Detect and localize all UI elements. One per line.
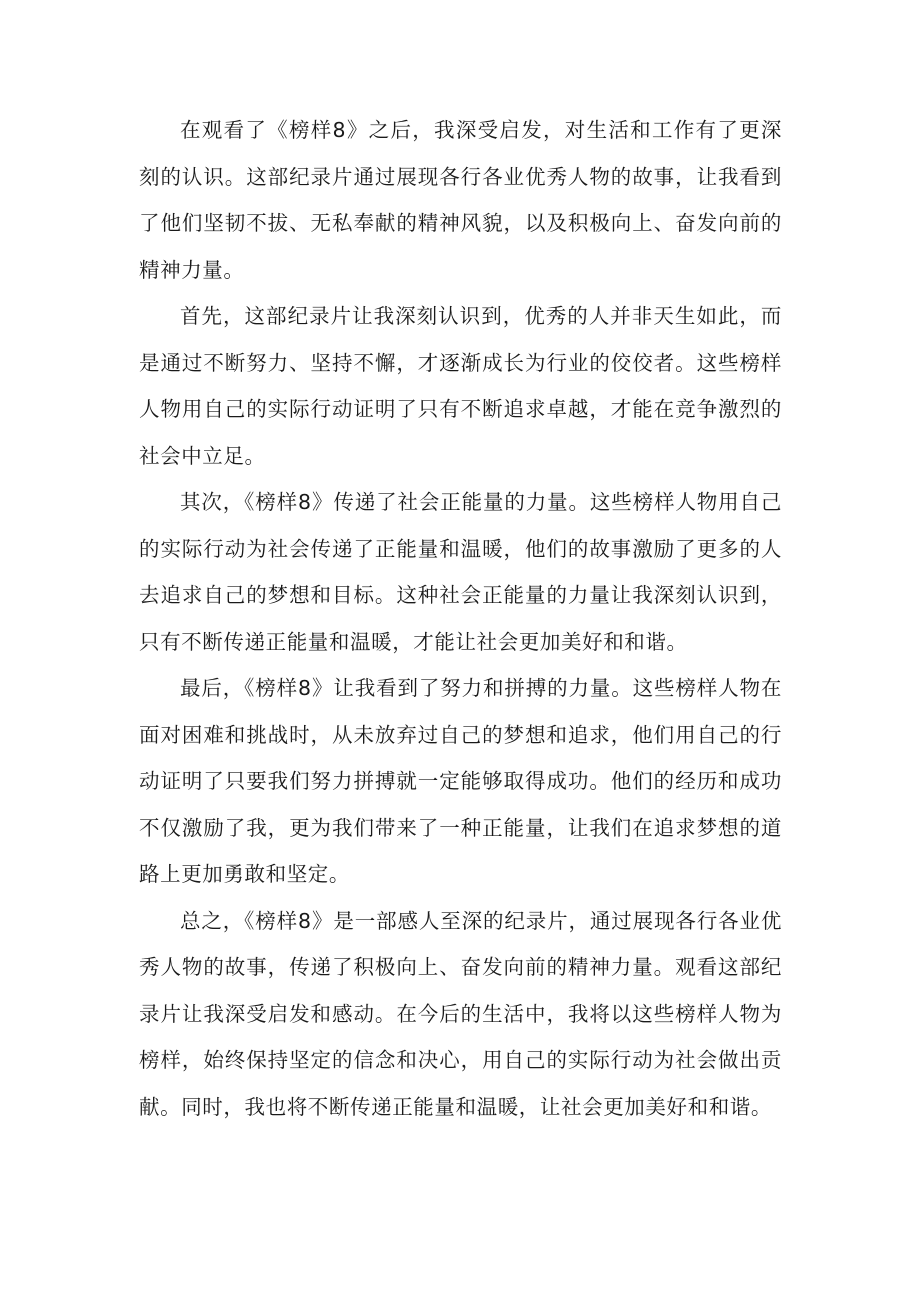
paragraph-conclusion: 总之，《榜样8》是一部感人至深的纪录片，通过展现各行各业优秀人物的故事，传递了积极向上、奋发向前的精神力量。观看这部纪录片让我深受启发和感动。在今后的生活中，我将以这些榜样人物为榜样，始终保持坚定的信念和决心，用自己的实际行动为社会做出贡献。同时，我也将不断传递正能量和温暖，让社会更加美好和和谐。 — [139, 908, 782, 1119]
paragraph-first: 首先，这部纪录片让我深刻认识到，优秀的人并非天生如此，而是通过不断努力、坚持不懈，才逐渐成长为行业的佼佼者。这些榜样人物用自己的实际行动证明了只有不断追求卓越，才能在竞争激烈的社会中立足。 — [139, 304, 782, 468]
paragraph-second: 其次，《榜样8》传递了社会正能量的力量。这些榜样人物用自己的实际行动为社会传递了正能量和温暖，他们的故事激励了更多的人去追求自己的梦想和目标。这种社会正能量的力量让我深刻认识到，只有不断传递正能量和温暖，才能让社会更加美好和和谐。 — [139, 490, 782, 654]
document-body — [139, 107, 782, 1130]
paragraph-intro: 在观看了《榜样8》之后，我深受启发，对生活和工作有了更深刻的认识。这部纪录片通过展现各行各业优秀人物的故事，让我看到了他们坚韧不拔、无私奉献的精神风貌，以及积极向上、奋发向前的精神力量。 — [139, 118, 782, 282]
paragraph-finally: 最后，《榜样8》让我看到了努力和拼搏的力量。这些榜样人物在面对困难和挑战时，从未放弃过自己的梦想和追求，他们用自己的行动证明了只要我们努力拼搏就一定能够取得成功。他们的经历和成功不仅激励了我，更为我们带来了一种正能量，让我们在追求梦想的道路上更加勇敢和坚定。 — [139, 676, 782, 886]
